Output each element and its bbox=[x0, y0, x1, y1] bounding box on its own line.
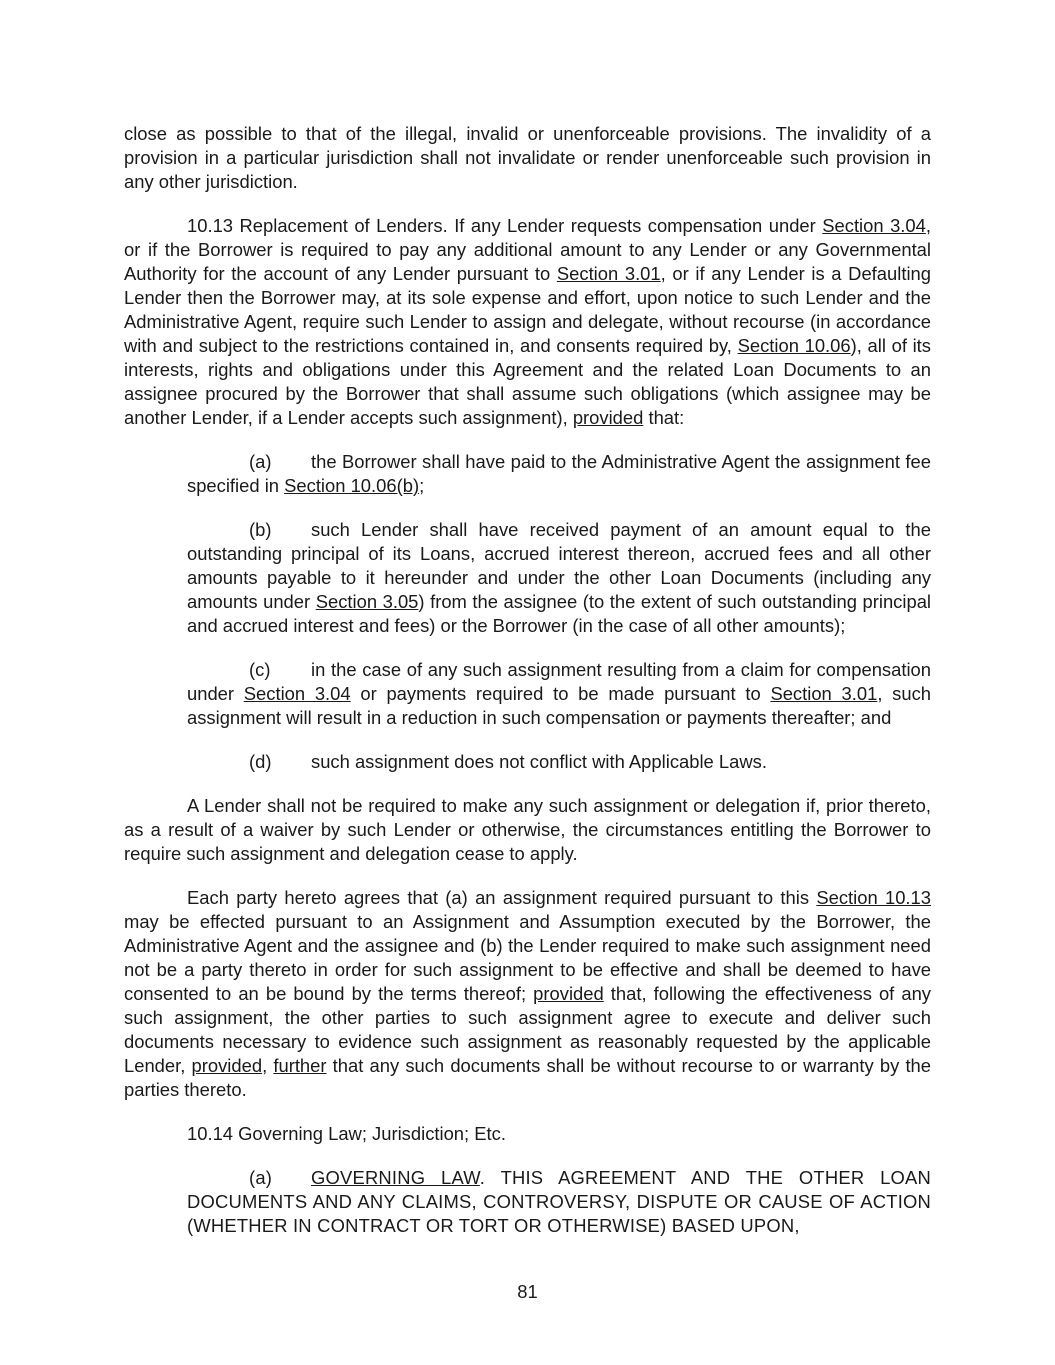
paragraph-text: close as possible to that of the illegal, invalid or unenforceable provisions. The invalidity of a provision in a particular jurisdiction shall not invalidate or render unenforceable such provision in any other jurisdiction. bbox=[124, 123, 931, 192]
document-page bbox=[124, 122, 931, 1238]
section-reference-link: Section 3.04 bbox=[243, 683, 351, 704]
paragraph-waiver bbox=[124, 794, 931, 866]
list-item-b: (b) such Lender shall have received payment of an amount equal to the outstanding principal of its Loans, accrued interest thereon, accrued fees and all other amounts payable to it hereunder and under the other Loan Documents (including any amounts under Section 3.05) from the assignee (to the extent of such outstanding principal and accrued interest and fees) or the Borrower (in the case of all other amounts); bbox=[187, 519, 932, 636]
section-reference-link: Section 3.01 bbox=[556, 263, 661, 284]
section-reference-link: Section 10.06(b) bbox=[284, 475, 420, 496]
page-number: 81 bbox=[517, 1281, 538, 1302]
section-reference-link: Section 10.06 bbox=[737, 335, 851, 356]
provided-term: provided bbox=[191, 1055, 263, 1076]
provided-term: provided bbox=[533, 983, 604, 1004]
list-item-label: (c) bbox=[249, 659, 271, 680]
paragraph-each-party: Each party hereto agrees that (a) an assignment required pursuant to this Section 10.13 may be effected pursuant to an Assignment and Assumption executed by the Borrower, the Administrative Agent and the assignee and (b) the Lender required to make such assignment need not be a party thereto in order for such assignment to be effective and shall be deemed to have consented to an be bound by the terms thereof; provided that, following the effectiveness of any such assignment, the other parties to such assignment agree to execute and deliver such documents necessary to evidence such assignment as reasonably requested by the applicable Lender, provided, further that any such documents shall be without recourse to or warranty by the parties thereto. bbox=[124, 887, 932, 1100]
paragraph-text: A Lender shall not be required to make any such assignment or delegation if, prior thereto, as a result of a waiver by such Lender or otherwise, the circumstances entitling the Borrower to require such assignment and delegation cease to apply. bbox=[124, 795, 931, 864]
further-term: further bbox=[273, 1055, 327, 1076]
section-reference-link: Section 3.04 bbox=[822, 215, 926, 236]
list-item-label: (a) bbox=[249, 451, 272, 472]
section-reference-link: Section 10.13 bbox=[816, 887, 931, 908]
list-item-a: (a) the Borrower shall have paid to the Administrative Agent the assignment fee specified in Section 10.06(b); bbox=[187, 451, 931, 496]
list-item-governing-law: (a) GOVERNING LAW. THIS AGREEMENT AND THE OTHER LOAN DOCUMENTS AND ANY CLAIMS, CONTROVERSY, DISPUTE OR CAUSE OF ACTION (WHETHER IN CONTRACT OR TORT OR OTHERWISE) BASED UPON, bbox=[187, 1167, 931, 1236]
governing-law-title: GOVERNING LAW bbox=[311, 1167, 480, 1188]
section-reference-link: Section 3.05 bbox=[315, 591, 419, 612]
list-item-c: (c) in the case of any such assignment resulting from a claim for compensation under Section 3.04 or payments required to be made pursuant to Section 3.01, such assignment will result in a reduction in such compensation or payments thereafter; and bbox=[187, 659, 931, 728]
provided-term: provided bbox=[572, 407, 644, 428]
paragraph-section-10-13: 10.13 Replacement of Lenders. If any Lender requests compensation under Section 3.04, or if the Borrower is required to pay any additional amount to any Lender or any Governmental Authority for the account of any Lender pursuant to Section 3.01, or if any Lender is a Defaulting Lender then the Borrower may, at its sole expense and effort, upon notice to such Lender and the Administrative Agent, require such Lender to assign and delegate, without recourse (in accordance with and subject to the restrictions contained in, and consents required by, Section 10.06), all of its interests, rights and obligations under this Agreement and the related Loan Documents to an assignee procured by the Borrower that shall assume such obligations (which assignee may be another Lender, if a Lender accepts such assignment), provided that: bbox=[124, 215, 931, 428]
paragraph-section-10-14 bbox=[124, 1122, 931, 1146]
paragraph-severability-continued bbox=[124, 122, 931, 194]
section-heading: 10.13 Replacement of Lenders. bbox=[187, 215, 448, 236]
list-item-label: (d) bbox=[249, 751, 272, 772]
list-item-label: (a) bbox=[249, 1167, 273, 1188]
list-item-d: (d) such assignment does not conflict with Applicable Laws. bbox=[249, 751, 767, 772]
section-reference-link: Section 3.01 bbox=[770, 683, 878, 704]
list-item-label: (b) bbox=[249, 519, 272, 540]
section-heading: 10.14 Governing Law; Jurisdiction; Etc. bbox=[187, 1123, 506, 1144]
